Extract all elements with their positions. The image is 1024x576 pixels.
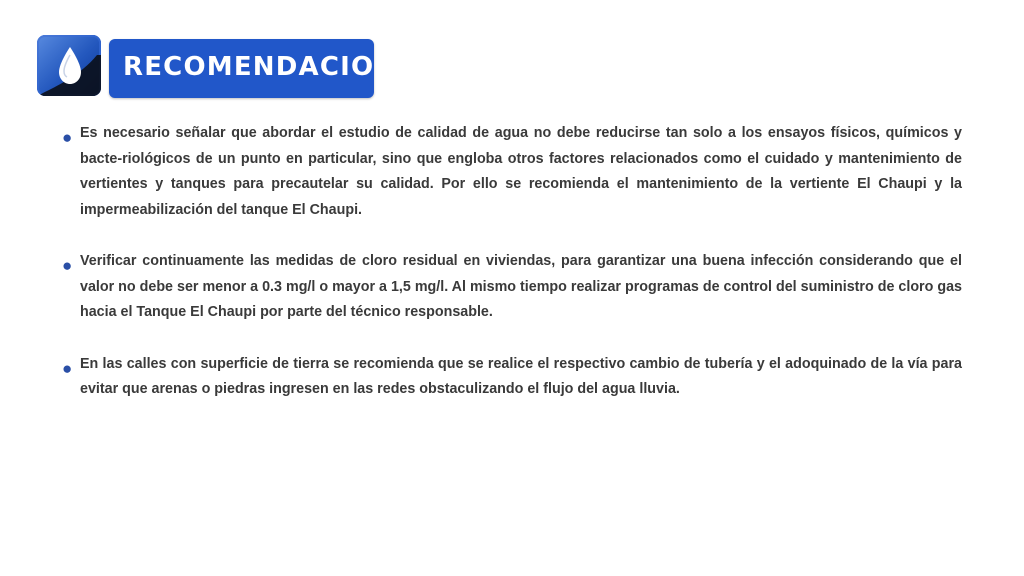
list-item bbox=[62, 249, 962, 326]
bullet-icon: ● bbox=[62, 256, 73, 275]
list-item bbox=[62, 352, 962, 403]
bullet-icon: ● bbox=[62, 128, 73, 147]
list-item-text: En las calles con superficie de tierra se recomienda que se realice el respectivo cambio de tubería y el adoquinado de la vía para evitar que arenas o piedras ingresen en las redes obstaculizando el flujo del agua lluvia. bbox=[80, 355, 962, 397]
list-item-text: Verificar continuamente las medidas de cloro residual en viviendas, para garantizar una buena infección considerando que el valor no debe ser menor a 0.3 mg/l o mayor a 1,5 mg/l. Al mismo tiempo realizar programas de control del suministro de cloro gas hacia el Tanque El Chaupi por parte del técnico responsable. bbox=[80, 253, 962, 320]
bullet-icon: ● bbox=[62, 358, 73, 378]
page-title: RECOMENDACIONES bbox=[123, 52, 437, 82]
list-item bbox=[62, 121, 962, 223]
water-drop-icon bbox=[37, 35, 101, 96]
recommendations-list bbox=[62, 121, 962, 429]
water-drop-logo bbox=[37, 35, 101, 96]
list-item-text: Es necesario señalar que abordar el estudio de calidad de agua no debe reducirse tan solo a los ensayos físicos, químicos y bacte-riológicos de un punto en particular, sino que engloba otros factores relacionados como el cuidado y mantenimiento de vertientes y tanques para precautelar su calidad. Por ello se recomienda el mantenimiento de la vertiente El Chaupi y la impermeabilización del tanque El Chaupi. bbox=[80, 125, 962, 218]
title-banner bbox=[109, 39, 437, 98]
